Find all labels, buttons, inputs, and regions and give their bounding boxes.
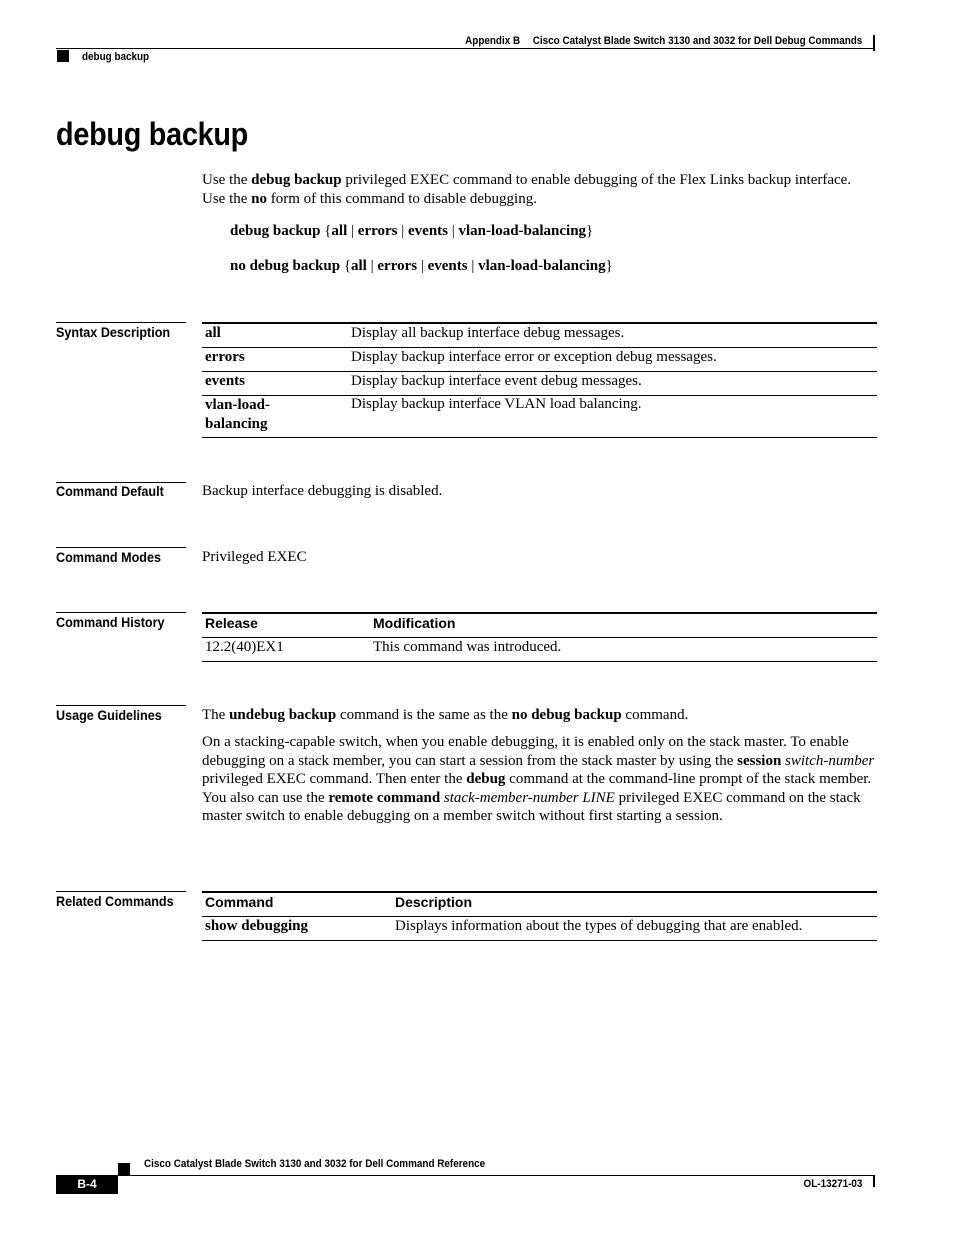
release: 12.2(40)EX1 <box>205 638 284 655</box>
footer-marker <box>118 1163 130 1175</box>
syntax-line-debug: debug backup {all | errors | events | vlan-load-balancing} <box>230 223 594 239</box>
description: Displays information about the types of debugging that are enabled. <box>395 917 803 934</box>
keyword-line-2: balancing <box>205 415 268 432</box>
section-usage-guidelines: Usage Guidelines <box>56 707 162 723</box>
table-row <box>202 637 877 661</box>
header-section: debug backup <box>82 51 150 63</box>
page-number: B-4 <box>56 1175 118 1194</box>
footer-doc-number: OL-13271-03 <box>803 1178 862 1190</box>
section-syntax-description: Syntax Description <box>56 324 171 340</box>
section-command-default: Command Default <box>56 483 164 499</box>
column-header: Release <box>205 615 258 631</box>
intro-paragraph: Use the debug backup privileged EXEC command to enable debugging of the Flex Links backup interface. Use the no form of this command to disable debugging. <box>202 172 852 207</box>
section-related-commands: Related Commands <box>56 893 174 909</box>
related-commands-table <box>202 891 877 941</box>
table-row <box>202 347 877 371</box>
keyword: errors <box>205 348 245 365</box>
keyword: events <box>205 372 245 389</box>
section-rule <box>56 705 186 706</box>
table-row <box>202 916 877 940</box>
table-header-row <box>202 613 877 637</box>
footer-book-title: Cisco Catalyst Blade Switch 3130 and 3032 for Dell Command Reference <box>144 1158 486 1170</box>
column-header: Modification <box>373 615 456 631</box>
section-rule <box>56 612 186 613</box>
table-row <box>202 371 877 395</box>
section-rule <box>56 547 186 548</box>
keyword: all <box>205 325 221 341</box>
description: Display backup interface error or exception debug messages. <box>351 348 717 365</box>
keyword-line-1: vlan-load- <box>205 396 271 413</box>
footer-rule <box>118 1175 875 1176</box>
table-row <box>202 323 877 347</box>
section-command-modes: Command Modes <box>56 549 162 565</box>
modification: This command was introduced. <box>373 638 562 655</box>
command-history-table <box>202 612 877 662</box>
running-header <box>465 35 862 47</box>
usage-paragraph-2: On a stacking-capable switch, when you enable debugging, it is enabled only on the stack master. To enable debugging on a stack member, you can start a session from the stack master by using the session switch-number privileged EXEC command. Then enter the debug command at the command-line prompt of the stack member. You also can use the remote command stack-member-number LINE privileged EXEC command on the stack master switch to enable debugging on a member switch without first starting a session. <box>202 734 875 824</box>
syntax-line-no-debug: no debug backup {all | errors | events | vlan-load-balancing} <box>230 258 613 274</box>
column-header: Command <box>205 894 274 910</box>
table-header-row <box>202 892 877 916</box>
command-default-text: Backup interface debugging is disabled. <box>202 483 443 499</box>
header-appendix: Appendix B <box>464 35 520 47</box>
section-command-history: Command History <box>56 614 165 630</box>
description: Display all backup interface debug messages. <box>351 325 625 341</box>
footer-divider <box>873 1175 875 1187</box>
description: Display backup interface VLAN load balancing. <box>351 395 642 412</box>
usage-paragraph-1: The undebug backup command is the same as the no debug backup command. <box>202 707 689 723</box>
table-row <box>202 395 877 437</box>
syntax-description-table <box>202 322 877 438</box>
command: show debugging <box>205 917 308 934</box>
header-rule <box>56 48 875 49</box>
header-chapter: Cisco Catalyst Blade Switch 3130 and 3032 for Dell Debug Commands <box>532 35 862 47</box>
section-rule <box>56 322 186 323</box>
header-marker <box>57 50 69 62</box>
column-header: Description <box>395 894 473 910</box>
section-rule <box>56 891 186 892</box>
description: Display backup interface event debug messages. <box>351 372 642 389</box>
command-modes-text: Privileged EXEC <box>202 549 307 565</box>
page-title: debug backup <box>56 116 248 152</box>
